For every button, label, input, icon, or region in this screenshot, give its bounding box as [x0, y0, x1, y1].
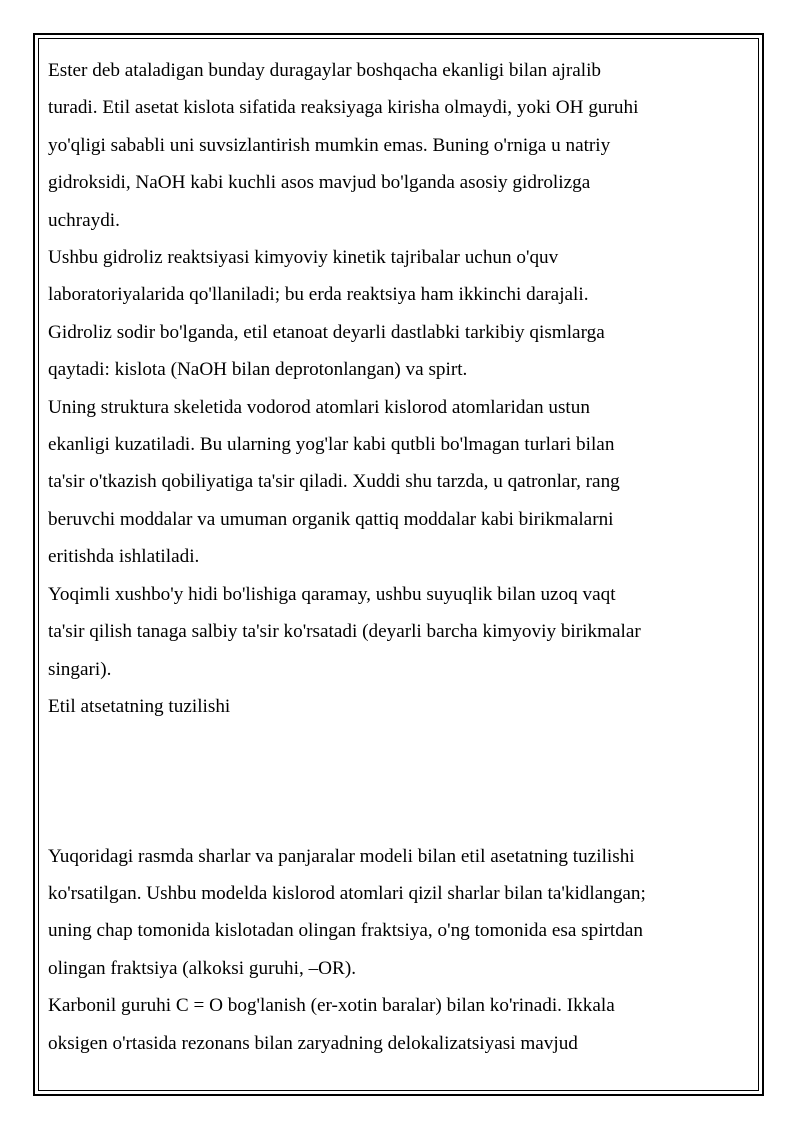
text-line: laboratoriyalarida qo'llaniladi; bu erda reaktsiya ham ikkinchi darajali. — [48, 284, 589, 306]
text-line: olingan fraktsiya (alkoksi guruhi, –OR). — [48, 957, 357, 979]
text-line: ta'sir o'tkazish qobiliyatiga ta'sir qiladi. Xuddi shu tarzda, u qatronlar, rang — [48, 471, 620, 493]
text-line: singari). — [48, 658, 112, 680]
section-heading: Etil atsetatning tuzilishi — [48, 695, 231, 717]
text-line: Uning struktura skeletida vodorod atomlari kislorod atomlaridan ustun — [48, 396, 590, 418]
text-line: Gidroliz sodir bo'lganda, etil etanoat deyarli dastlabki tarkibiy qismlarga — [48, 321, 605, 343]
figure-placeholder-space — [48, 725, 738, 800]
text-line: Ushbu gidroliz reaktsiyasi kimyoviy kinetik tajribalar uchun o'quv — [48, 247, 559, 269]
text-line: yo'qligi sababli uni suvsizlantirish mumkin emas. Buning o'rniga u natriy — [48, 134, 611, 156]
text-line: turadi. Etil asetat kislota sifatida reaksiyaga kirisha olmaydi, yoki OH guruhi — [48, 97, 639, 119]
text-line: Yoqimli xushbo'y hidi bo'lishiga qaramay, ushbu suyuqlik bilan uzoq vaqt — [48, 583, 616, 605]
text-line: eritishda ishlatiladi. — [48, 546, 200, 568]
text-line: Ester deb ataladigan bunday duragaylar boshqacha ekanligi bilan ajralib — [48, 60, 602, 81]
text-line: ekanligi kuzatiladi. Bu ularning yog'lar kabi qutbli bo'lmagan turlari bilan — [48, 434, 615, 456]
text-block-1 — [48, 52, 738, 725]
document-body — [48, 52, 738, 1062]
text-line: beruvchi moddalar va umuman organik qattiq moddalar kabi birikmalarni — [48, 508, 614, 530]
text-line: Karbonil guruhi C = O bog'lanish (er-xotin baralar) bilan ko'rinadi. Ikkala — [48, 995, 615, 1017]
text-line: uning chap tomonida kislotadan olingan fraktsiya, o'ng tomonida esa spirtdan — [48, 920, 643, 942]
text-line: qaytadi: kislota (NaOH bilan deprotonlangan) va spirt. — [48, 359, 468, 381]
text-line: uchraydi. — [48, 209, 120, 231]
text-line: Yuqoridagi rasmda sharlar va panjaralar modeli bilan etil asetatning tuzilishi — [48, 845, 635, 867]
text-line: oksigen o'rtasida rezonans bilan zaryadning delokalizatsiyasi mavjud — [48, 1032, 578, 1054]
text-block-2 — [48, 838, 738, 1062]
figure-placeholder-space — [48, 800, 738, 837]
text-line: ta'sir qilish tanaga salbiy ta'sir ko'rsatadi (deyarli barcha kimyoviy birikmalar — [48, 621, 641, 643]
text-line: ko'rsatilgan. Ushbu modelda kislorod atomlari qizil sharlar bilan ta'kidlangan; — [48, 882, 646, 904]
text-line: gidroksidi, NaOH kabi kuchli asos mavjud bo'lganda asosiy gidrolizga — [48, 172, 591, 194]
